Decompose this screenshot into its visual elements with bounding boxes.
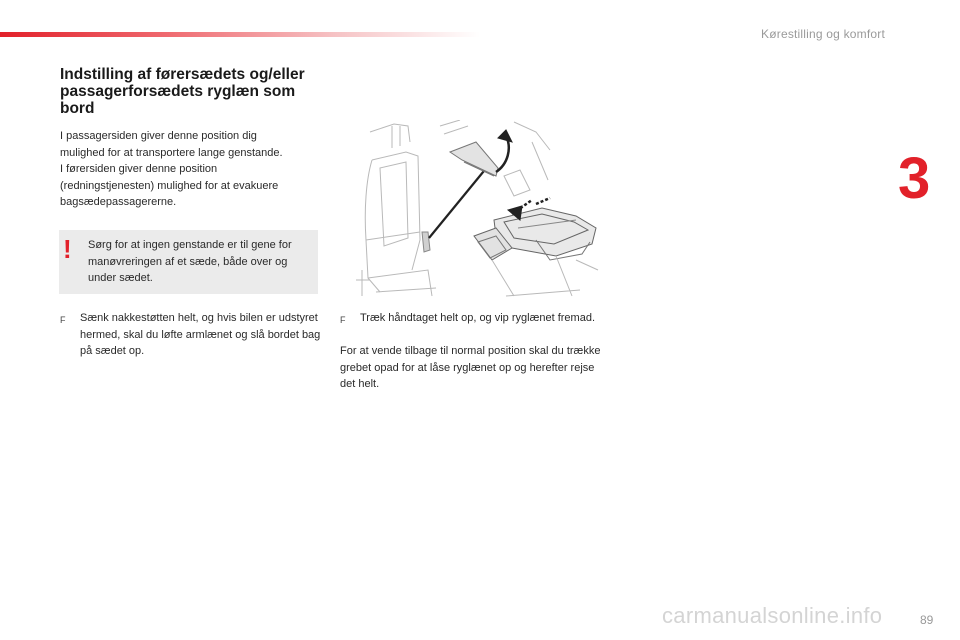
step-text: Sænk nakkestøtten helt, og hvis bilen er udstyret hermed, skal du løfte armlænet og slå bordet bag på sædet op. <box>80 312 321 357</box>
step-bullet: F <box>340 315 346 325</box>
watermark: carmanualsonline.info <box>662 603 883 628</box>
intro-line: bagsædepassagererne. <box>60 196 177 208</box>
header-accent-bar <box>0 32 480 37</box>
page-title: Indstilling af førersædets og/eller passagerforsædets ryglæn som bord <box>60 66 305 117</box>
intro-line: I passagersiden giver denne position dig <box>60 130 257 142</box>
seat-illustration <box>336 120 602 298</box>
step-bullet: F <box>60 315 66 325</box>
intro-line: mulighed for at transportere lange genstande. <box>60 146 283 159</box>
step-pull-lever <box>340 310 598 327</box>
warning-box <box>59 230 318 294</box>
section-header: Kørestilling og komfort <box>761 27 885 41</box>
step-lower-headrest <box>60 310 322 360</box>
intro-line: (redningstjenesten) mulighed for at evakuere <box>60 179 279 192</box>
intro-line: I førersiden giver denne position <box>60 163 218 175</box>
step-text: Træk håndtaget helt op, og vip ryglænet fremad. <box>360 312 595 324</box>
page-number: 89 <box>920 613 934 627</box>
intro-paragraph <box>60 128 320 211</box>
warning-text: Sørg for at ingen genstande er til gene for manøvreringen af et sæde, både over og under sædet. <box>88 239 292 284</box>
seat-drawing <box>336 120 602 298</box>
chapter-number: 3 <box>898 146 931 211</box>
return-instructions: For at vende tilbage til normal position skal du trække grebet opad for at låse ryglænet op og herefter rejse det helt. <box>340 345 601 390</box>
warning-icon: ! <box>63 234 72 264</box>
